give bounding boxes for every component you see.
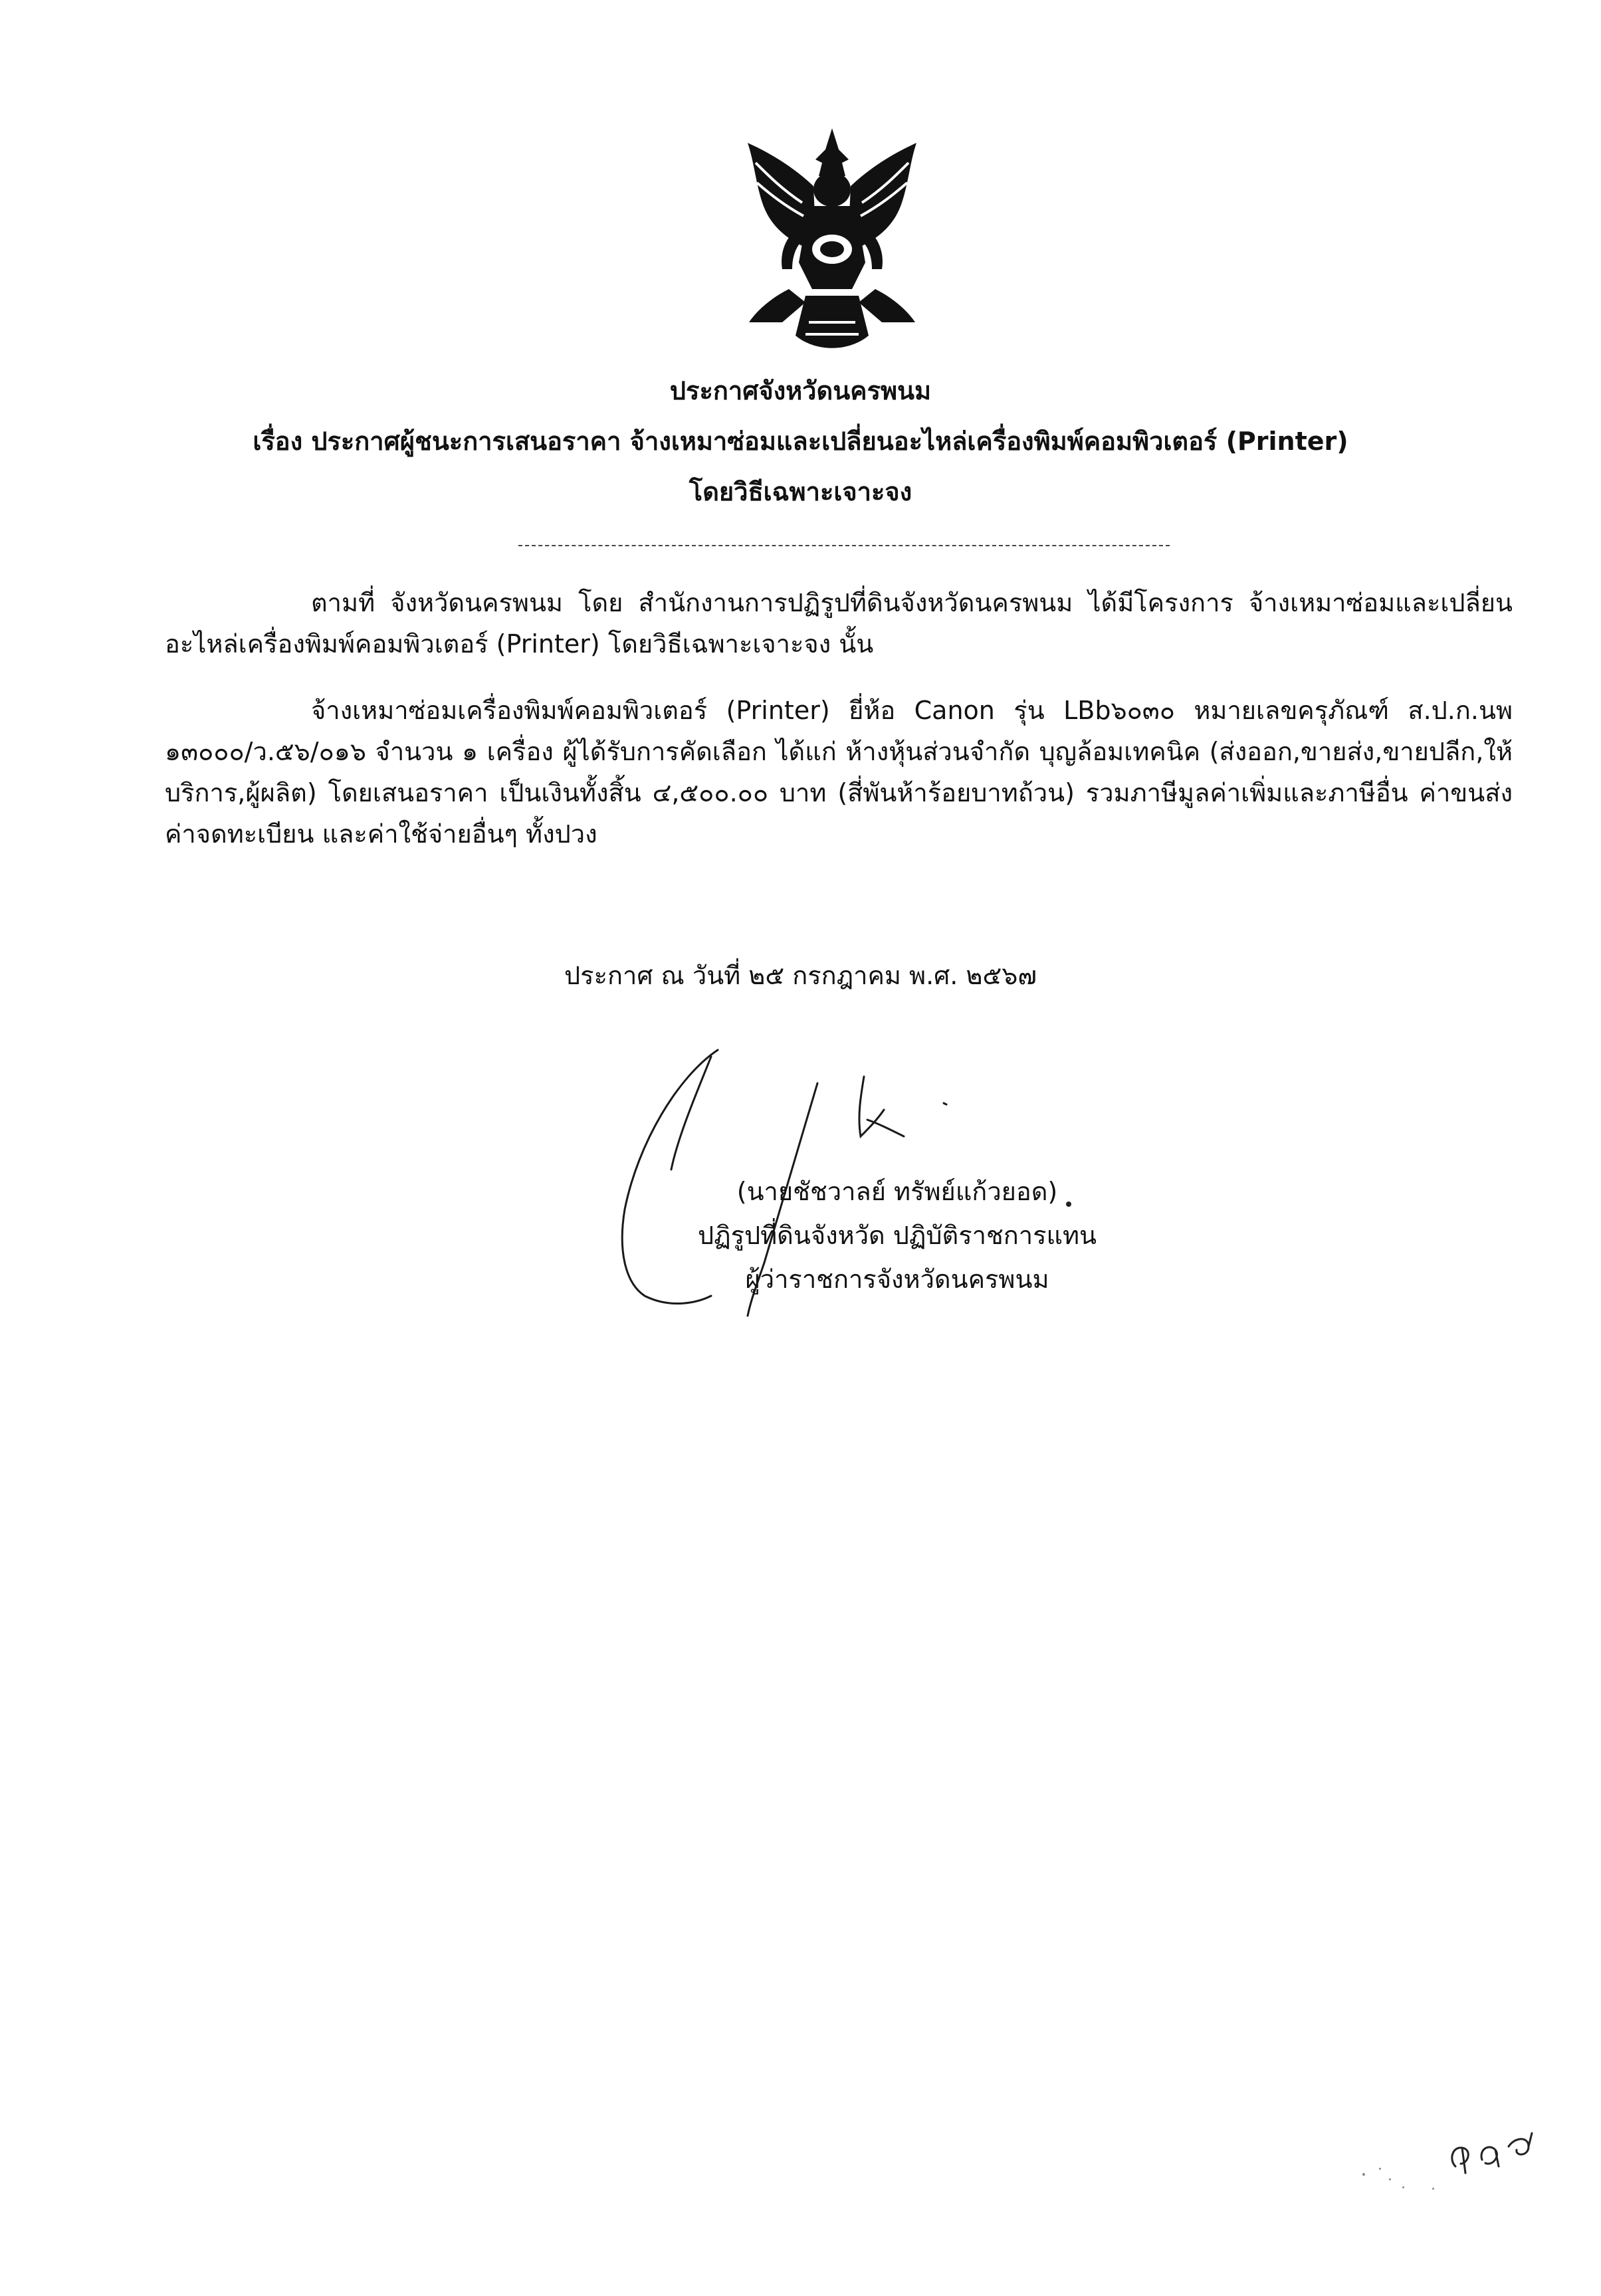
signature-block [598,1170,1196,1301]
paragraph-2-text: จ้างเหมาซ่อมเครื่องพิมพ์คอมพิวเตอร์ (Printer) ยี่ห้อ Canon รุ่น LBb๖๐๓๐ หมายเลขครุภัณฑ์ ส.ป.ก.นพ ๑๓๐๐๐/ว.๕๖/๐๑๖ จำนวน ๑ เครื่อง ผู้ได้รับการคัดเลือก ได้แก่ ห้างหุ้นส่วนจำกัด บุญล้อมเทคนิค (ส่งออก,ขายส่ง,ขายปลีก,ให้บริการ,ผู้ผลิต) โดยเสนอราคา เป็นเงินทั้งสิ้น ๔,๕๐๐.๐๐ บาท (สี่พันห้าร้อยบาทถ้วน) รวมภาษีมูลค่าเพิ่มและภาษีอื่น ค่าขนส่ง ค่าจดทะเบียน และค่าใช้จ่ายอื่นๆ ทั้งปวง [165,696,1513,849]
signatory-name: (นายชัชวาลย์ ทรัพย์แก้วยอด) [736,1177,1058,1206]
subject-line: เรื่อง ประกาศผู้ชนะการเสนอราคา จ้างเหมาซ่อมและเปลี่ยนอะไหล่เครื่องพิมพ์คอมพิวเตอร์ (Printer) [253,427,1348,456]
announcement-date: ประกาศ ณ วันที่ ๒๕ กรกฎาคม พ.ศ. ๒๕๖๗ [564,961,1037,990]
signatory-position-2: ผู้ว่าราชการจังหวัดนครพนม [745,1265,1049,1294]
garuda-emblem-icon [742,123,922,356]
paragraph-1 [165,582,1513,665]
scan-speck [1402,2186,1404,2188]
scan-speck [1432,2188,1434,2190]
scan-speck [1379,2168,1381,2170]
signatory-position-1: ปฏิรูปที่ดินจังหวัด ปฏิบัติราชการแทน [697,1221,1097,1250]
paragraph-1-text: ตามที่ จังหวัดนครพนม โดย สำนักงานการปฏิรูปที่ดินจังหวัดนครพนม ได้มีโครงการ จ้างเหมาซ่อมและเปลี่ยนอะไหล่เครื่องพิมพ์คอมพิวเตอร์ (Printer) โดยวิธีเฉพาะเจาะจง นั้น [165,588,1513,659]
divider [518,545,1170,546]
org-title: ประกาศจังหวัดนครพนม [669,376,932,405]
scan-speck [1389,2178,1391,2180]
method-line: โดยวิธีเฉพาะเจาะจง [689,477,912,506]
scan-speck [1362,2173,1365,2176]
paragraph-2 [165,690,1513,855]
handwritten-page-mark [1442,2120,1548,2186]
